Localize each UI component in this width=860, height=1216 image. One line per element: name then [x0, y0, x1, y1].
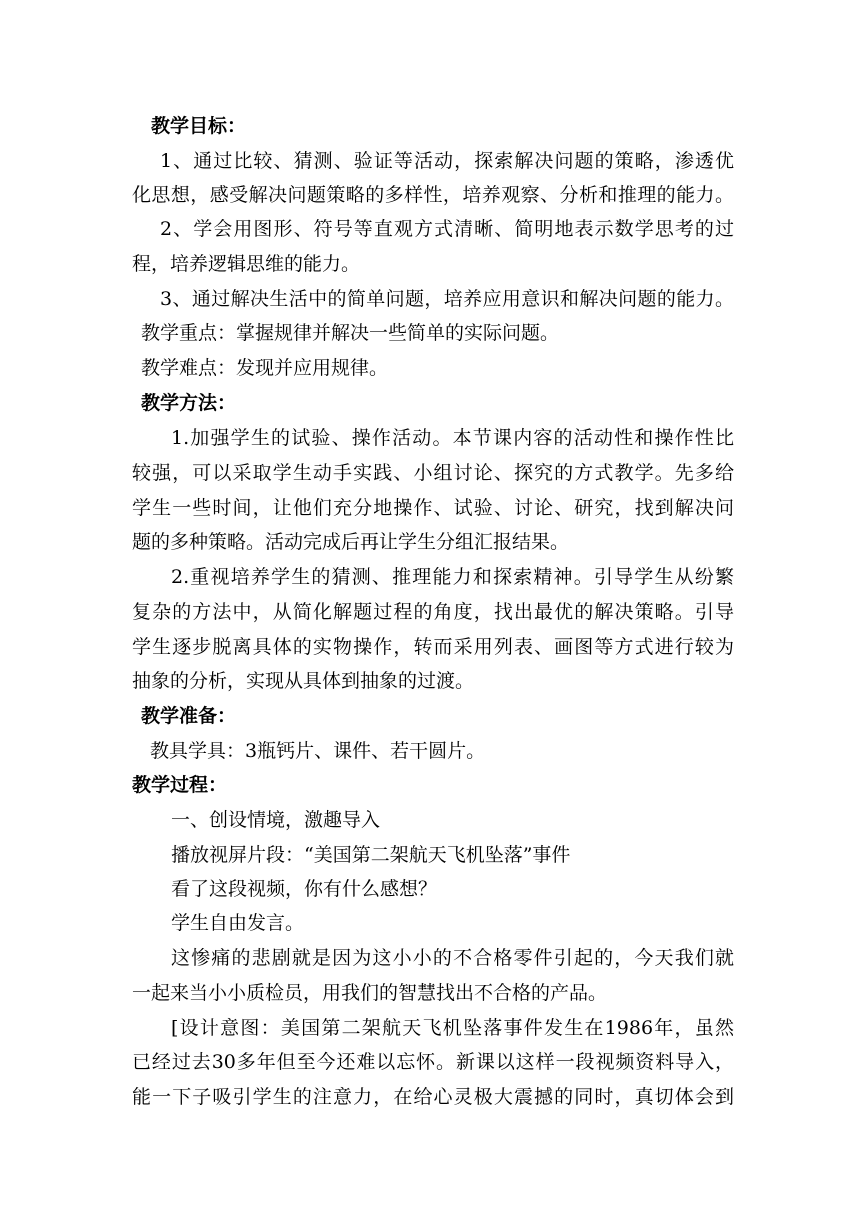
goal-3: 3、通过解决生活中的简单问题，培养应用意识和解决问题的能力。 [160, 288, 734, 310]
goal-2-line-2: 程，培养逻辑思维的能力。 [132, 253, 361, 275]
process-para-line-2: 一起来当小小质检员，用我们的智慧找出不合格的产品。 [132, 982, 608, 1004]
heading-teaching-process: 教学过程： [132, 774, 228, 796]
design-intent-line-3: 能一下子吸引学生的注意力，在给心灵极大震撼的同时，真切体会到 [132, 1086, 734, 1108]
section-1-title: 一、创设情境，激趣导入 [171, 809, 381, 831]
method-1-line-3: 学生一些时间，让他们充分地操作、试验、讨论、研究，找到解决问 [132, 497, 734, 519]
method-2-line-1: 2.重视培养学生的猜测、推理能力和探索精神。引导学生从纷繁 [171, 566, 734, 588]
heading-teaching-methods: 教学方法： [141, 392, 237, 414]
teaching-key-point: 教学重点：掌握规律并解决一些简单的实际问题。 [141, 322, 560, 344]
design-intent-line-1: [设计意图：美国第二架航天飞机坠落事件发生在1986年，虽然 [171, 1017, 734, 1039]
process-para-line-1: 这惨痛的悲剧就是因为这小小的不合格零件引起的，今天我们就 [171, 947, 734, 969]
design-intent-line-2: 已经过去30多年但至今还难以忘怀。新课以这样一段视频资料导入， [132, 1051, 734, 1073]
heading-teaching-goals: 教学目标： [151, 115, 247, 137]
method-1-line-1: 1.加强学生的试验、操作活动。本节课内容的活动性和操作性比 [171, 427, 734, 449]
process-line-question: 看了这段视频，你有什么感想？ [171, 878, 438, 900]
process-line-students-speak: 学生自由发言。 [171, 912, 305, 934]
teaching-aids: 教具学具：3瓶钙片、课件、若干圆片。 [150, 740, 486, 762]
goal-1-line-1: 1、通过比较、猜测、验证等活动，探索解决问题的策略，渗透优 [160, 150, 734, 172]
method-2-line-3: 学生逐步脱离具体的实物操作，转而采用列表、画图等方式进行较为 [132, 636, 734, 658]
teaching-difficulty: 教学难点：发现并应用规律。 [141, 357, 389, 379]
method-2-line-4: 抽象的分析，实现从具体到抽象的过渡。 [132, 670, 475, 692]
goal-1-line-2: 化思想，感受解决问题策略的多样性，培养观察、分析和推理的能力。 [132, 184, 734, 206]
method-1-line-2: 较强，可以采取学生动手实践、小组讨论、探究的方式教学。先多给 [132, 462, 734, 484]
goal-2-line-1: 2、学会用图形、符号等直观方式清晰、简明地表示数学思考的过 [160, 218, 734, 240]
method-1-line-4: 题的多种策略。活动完成后再让学生分组汇报结果。 [132, 531, 570, 553]
method-2-line-2: 复杂的方法中，从简化解题过程的角度，找出最优的解决策略。引导 [132, 601, 734, 623]
heading-teaching-preparation: 教学准备： [141, 705, 237, 727]
process-line-video: 播放视屏片段：“美国第二架航天飞机坠落”事件 [171, 844, 571, 866]
